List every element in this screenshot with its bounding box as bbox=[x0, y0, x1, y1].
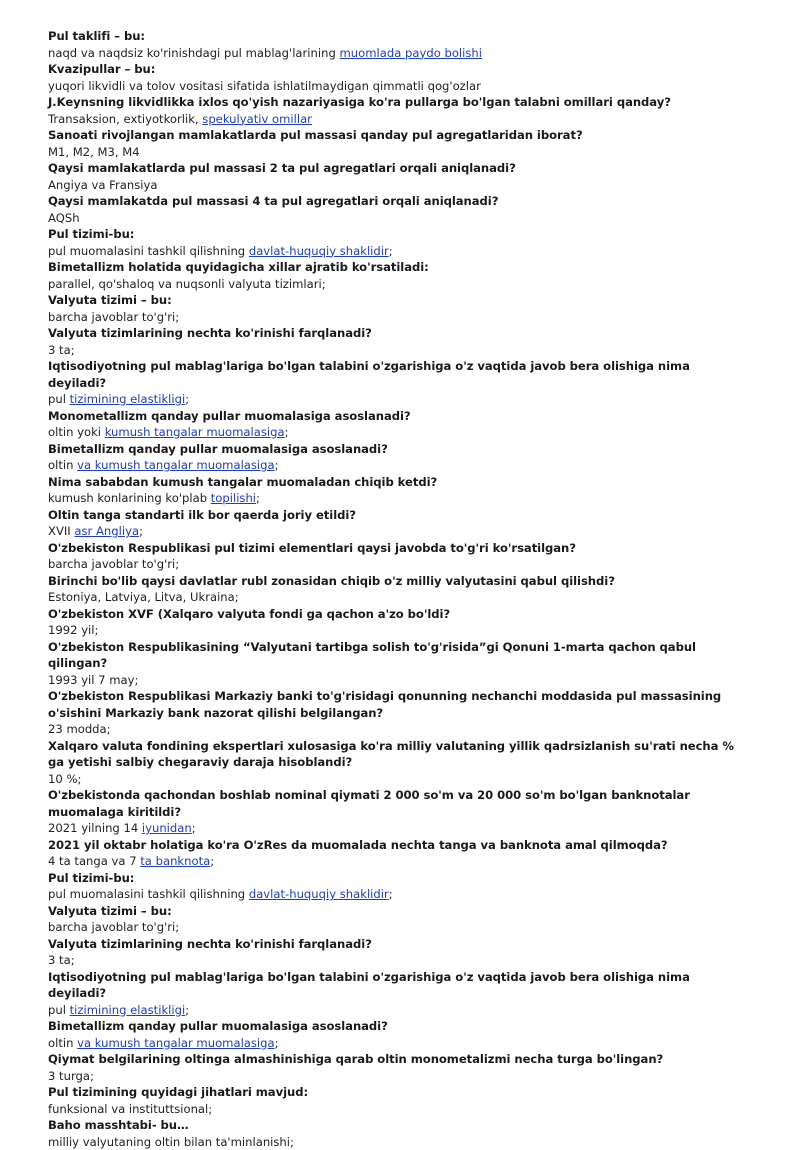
answer-text bbox=[48, 886, 748, 903]
answer-text bbox=[48, 919, 748, 936]
answer-plain: Angiya va Fransiya bbox=[48, 178, 157, 192]
answer-text bbox=[48, 144, 748, 161]
answer-plain: 1993 yil 7 may; bbox=[48, 673, 138, 687]
answer-plain: 2021 yilning 14 bbox=[48, 821, 142, 835]
answer-plain: funksional va instituttsional; bbox=[48, 1102, 212, 1116]
answer-text bbox=[48, 391, 748, 408]
answer-plain: 4 ta tanga va 7 bbox=[48, 854, 140, 868]
answer-plain: barcha javoblar to'g'ri; bbox=[48, 310, 179, 324]
answer-plain: 3 turga; bbox=[48, 1069, 94, 1083]
answer-link[interactable]: iyunidan bbox=[142, 821, 192, 835]
answer-link[interactable]: kumush tangalar muomalasiga bbox=[105, 425, 285, 439]
answer-text bbox=[48, 820, 748, 837]
question-text: Iqtisodiyotning pul mablag'lariga bo'lgan talabini o'zgarishiga o'z vaqtida javob bera olishiga nima deyiladi? bbox=[48, 358, 748, 391]
answer-plain: 3 ta; bbox=[48, 343, 75, 357]
question-text: Oltin tanga standarti ilk bor qaerda joriy etildi? bbox=[48, 507, 748, 524]
question-text: Bimetallizm qanday pullar muomalasiga asoslanadi? bbox=[48, 441, 748, 458]
answer-text bbox=[48, 424, 748, 441]
question-text: Valyuta tizimi – bu: bbox=[48, 292, 748, 309]
answer-suffix: ; bbox=[389, 244, 393, 258]
question-text: Kvazipullar – bu: bbox=[48, 61, 748, 78]
answer-text bbox=[48, 78, 748, 95]
answer-text bbox=[48, 45, 748, 62]
answer-text bbox=[48, 457, 748, 474]
answer-plain: 3 ta; bbox=[48, 953, 75, 967]
answer-plain: pul muomalasini tashkil qilishning bbox=[48, 244, 249, 258]
answer-plain: barcha javoblar to'g'ri; bbox=[48, 557, 179, 571]
answer-link[interactable]: ta banknota bbox=[140, 854, 210, 868]
answer-plain: pul bbox=[48, 392, 70, 406]
answer-plain: oltin yoki bbox=[48, 425, 105, 439]
question-text: Qiymat belgilarining oltinga almashinishiga qarab oltin monometalizmi necha turga bo'lingan? bbox=[48, 1051, 748, 1068]
question-text: Valyuta tizimlarining nechta ko'rinishi farqlanadi? bbox=[48, 325, 748, 342]
answer-text bbox=[48, 111, 748, 128]
answer-plain: pul bbox=[48, 1003, 70, 1017]
question-text: Iqtisodiyotning pul mablag'lariga bo'lgan talabini o'zgarishiga o'z vaqtida javob bera olishiga nima deyiladi? bbox=[48, 969, 748, 1002]
answer-link[interactable]: tizimining elastikligi bbox=[70, 1003, 186, 1017]
answer-link[interactable]: topilishi bbox=[211, 491, 256, 505]
answer-suffix: ; bbox=[256, 491, 260, 505]
question-text: Pul tizimi-bu: bbox=[48, 226, 748, 243]
answer-plain: Transaksion, extiyotkorlik, bbox=[48, 112, 202, 126]
answer-text bbox=[48, 309, 748, 326]
answer-plain: M1, M2, M3, M4 bbox=[48, 145, 140, 159]
answer-text bbox=[48, 771, 748, 788]
answer-text bbox=[48, 210, 748, 227]
question-text: Qaysi mamlakatlarda pul massasi 2 ta pul agregatlari orqali aniqlanadi? bbox=[48, 160, 748, 177]
question-text: Monometallizm qanday pullar muomalasiga asoslanadi? bbox=[48, 408, 748, 425]
question-text: Sanoati rivojlangan mamlakatlarda pul massasi qanday pul agregatlaridan iborat? bbox=[48, 127, 748, 144]
question-text: O'zbekiston Respublikasining “Valyutani tartibga solish to'g'risida”gi Qonuni 1-marta qachon qabul qilingan? bbox=[48, 639, 748, 672]
answer-suffix: ; bbox=[185, 392, 189, 406]
answer-plain: kumush konlarining ko'plab bbox=[48, 491, 211, 505]
answer-text bbox=[48, 622, 748, 639]
answer-text bbox=[48, 490, 748, 507]
question-text: Valyuta tizimlarining nechta ko'rinishi farqlanadi? bbox=[48, 936, 748, 953]
answer-text bbox=[48, 952, 748, 969]
question-text: Bimetallizm holatida quyidagicha xillar ajratib ko'rsatiladi: bbox=[48, 259, 748, 276]
answer-text bbox=[48, 672, 748, 689]
answer-text bbox=[48, 523, 748, 540]
answer-link[interactable]: muomlada paydo bolishi bbox=[340, 46, 482, 60]
question-text: Xalqaro valuta fondining ekspertlari xulosasiga ko'ra milliy valutaning yillik qadrsizlanish su'rati necha % ga yetishi salbiy chegaraviy daraja hisoblandi? bbox=[48, 738, 748, 771]
question-text: O'zbekistonda qachondan boshlab nominal qiymati 2 000 so'm va 20 000 so'm bo'lgan banknotalar muomalaga kiritildi? bbox=[48, 787, 748, 820]
answer-text bbox=[48, 1101, 748, 1118]
document-page bbox=[48, 28, 748, 1150]
answer-plain: AQSh bbox=[48, 211, 80, 225]
answer-suffix: ; bbox=[389, 887, 393, 901]
answer-text bbox=[48, 177, 748, 194]
answer-text bbox=[48, 721, 748, 738]
answer-suffix: ; bbox=[192, 821, 196, 835]
question-text: J.Keynsning likvidlikka ixlos qo'yish nazariyasiga ko'ra pullarga bo'lgan talabni omillari qanday? bbox=[48, 94, 748, 111]
answer-text bbox=[48, 1068, 748, 1085]
answer-suffix: ; bbox=[275, 1036, 279, 1050]
answer-text bbox=[48, 342, 748, 359]
answer-text bbox=[48, 853, 748, 870]
question-text: Bimetallizm qanday pullar muomalasiga asoslanadi? bbox=[48, 1018, 748, 1035]
answer-link[interactable]: davlat-huquqiy shaklidir bbox=[249, 887, 389, 901]
answer-link[interactable]: va kumush tangalar muomalasiga bbox=[77, 458, 275, 472]
question-text: Nima sababdan kumush tangalar muomaladan chiqib ketdi? bbox=[48, 474, 748, 491]
question-text: Birinchi bo'lib qaysi davlatlar rubl zonasidan chiqib o'z milliy valyutasini qabul qilishdi? bbox=[48, 573, 748, 590]
answer-link[interactable]: davlat-huquqiy shaklidir bbox=[249, 244, 389, 258]
answer-plain: parallel, qo'shaloq va nuqsonli valyuta tizimlari; bbox=[48, 277, 326, 291]
answer-text bbox=[48, 589, 748, 606]
answer-text bbox=[48, 556, 748, 573]
answer-text bbox=[48, 1002, 748, 1019]
question-text: 2021 yil oktabr holatiga ko'ra O'zRes da muomalada nechta tanga va banknota amal qilmoqda? bbox=[48, 837, 748, 854]
answer-text bbox=[48, 1134, 748, 1150]
answer-plain: 10 %; bbox=[48, 772, 81, 786]
answer-text bbox=[48, 1035, 748, 1052]
question-text: Qaysi mamlakatda pul massasi 4 ta pul agregatlari orqali aniqlanadi? bbox=[48, 193, 748, 210]
answer-suffix: ; bbox=[210, 854, 214, 868]
answer-plain: 1992 yil; bbox=[48, 623, 98, 637]
answer-plain: XVII bbox=[48, 524, 74, 538]
answer-plain: Estoniya, Latviya, Litva, Ukraina; bbox=[48, 590, 239, 604]
answer-link[interactable]: spekulyativ omillar bbox=[202, 112, 312, 126]
answer-plain: naqd va naqdsiz ko'rinishdagi pul mablag'larining bbox=[48, 46, 340, 60]
answer-link[interactable]: asr Angliya bbox=[74, 524, 139, 538]
answer-suffix: ; bbox=[275, 458, 279, 472]
answer-plain: barcha javoblar to'g'ri; bbox=[48, 920, 179, 934]
question-text: Pul tizimining quyidagi jihatlari mavjud: bbox=[48, 1084, 748, 1101]
answer-text bbox=[48, 243, 748, 260]
question-text: Valyuta tizimi – bu: bbox=[48, 903, 748, 920]
answer-plain: oltin bbox=[48, 458, 77, 472]
answer-plain: pul muomalasini tashkil qilishning bbox=[48, 887, 249, 901]
answer-plain: yuqori likvidli va tolov vositasi sifatida ishlatilmaydigan qimmatli qog'ozlar bbox=[48, 79, 481, 93]
answer-plain: milliy valyutaning oltin bilan ta'minlanishi; bbox=[48, 1135, 294, 1149]
answer-suffix: ; bbox=[285, 425, 289, 439]
question-text: Pul tizimi-bu: bbox=[48, 870, 748, 887]
question-text: O'zbekiston Respublikasi Markaziy banki to'g'risidagi qonunning nechanchi moddasida pul massasining o'sishini Markaziy bank nazorat qilishi belgilangan? bbox=[48, 688, 748, 721]
answer-text bbox=[48, 276, 748, 293]
answer-suffix: ; bbox=[185, 1003, 189, 1017]
answer-link[interactable]: va kumush tangalar muomalasiga bbox=[77, 1036, 275, 1050]
question-text: O'zbekiston XVF (Xalqaro valyuta fondi ga qachon a'zo bo'ldi? bbox=[48, 606, 748, 623]
answer-link[interactable]: tizimining elastikligi bbox=[70, 392, 186, 406]
answer-plain: 23 modda; bbox=[48, 722, 111, 736]
question-text: Pul taklifi – bu: bbox=[48, 28, 748, 45]
answer-suffix: ; bbox=[139, 524, 143, 538]
question-text: O'zbekiston Respublikasi pul tizimi elementlari qaysi javobda to'g'ri ko'rsatilgan? bbox=[48, 540, 748, 557]
question-text: Baho masshtabi- bu… bbox=[48, 1117, 748, 1134]
answer-plain: oltin bbox=[48, 1036, 77, 1050]
